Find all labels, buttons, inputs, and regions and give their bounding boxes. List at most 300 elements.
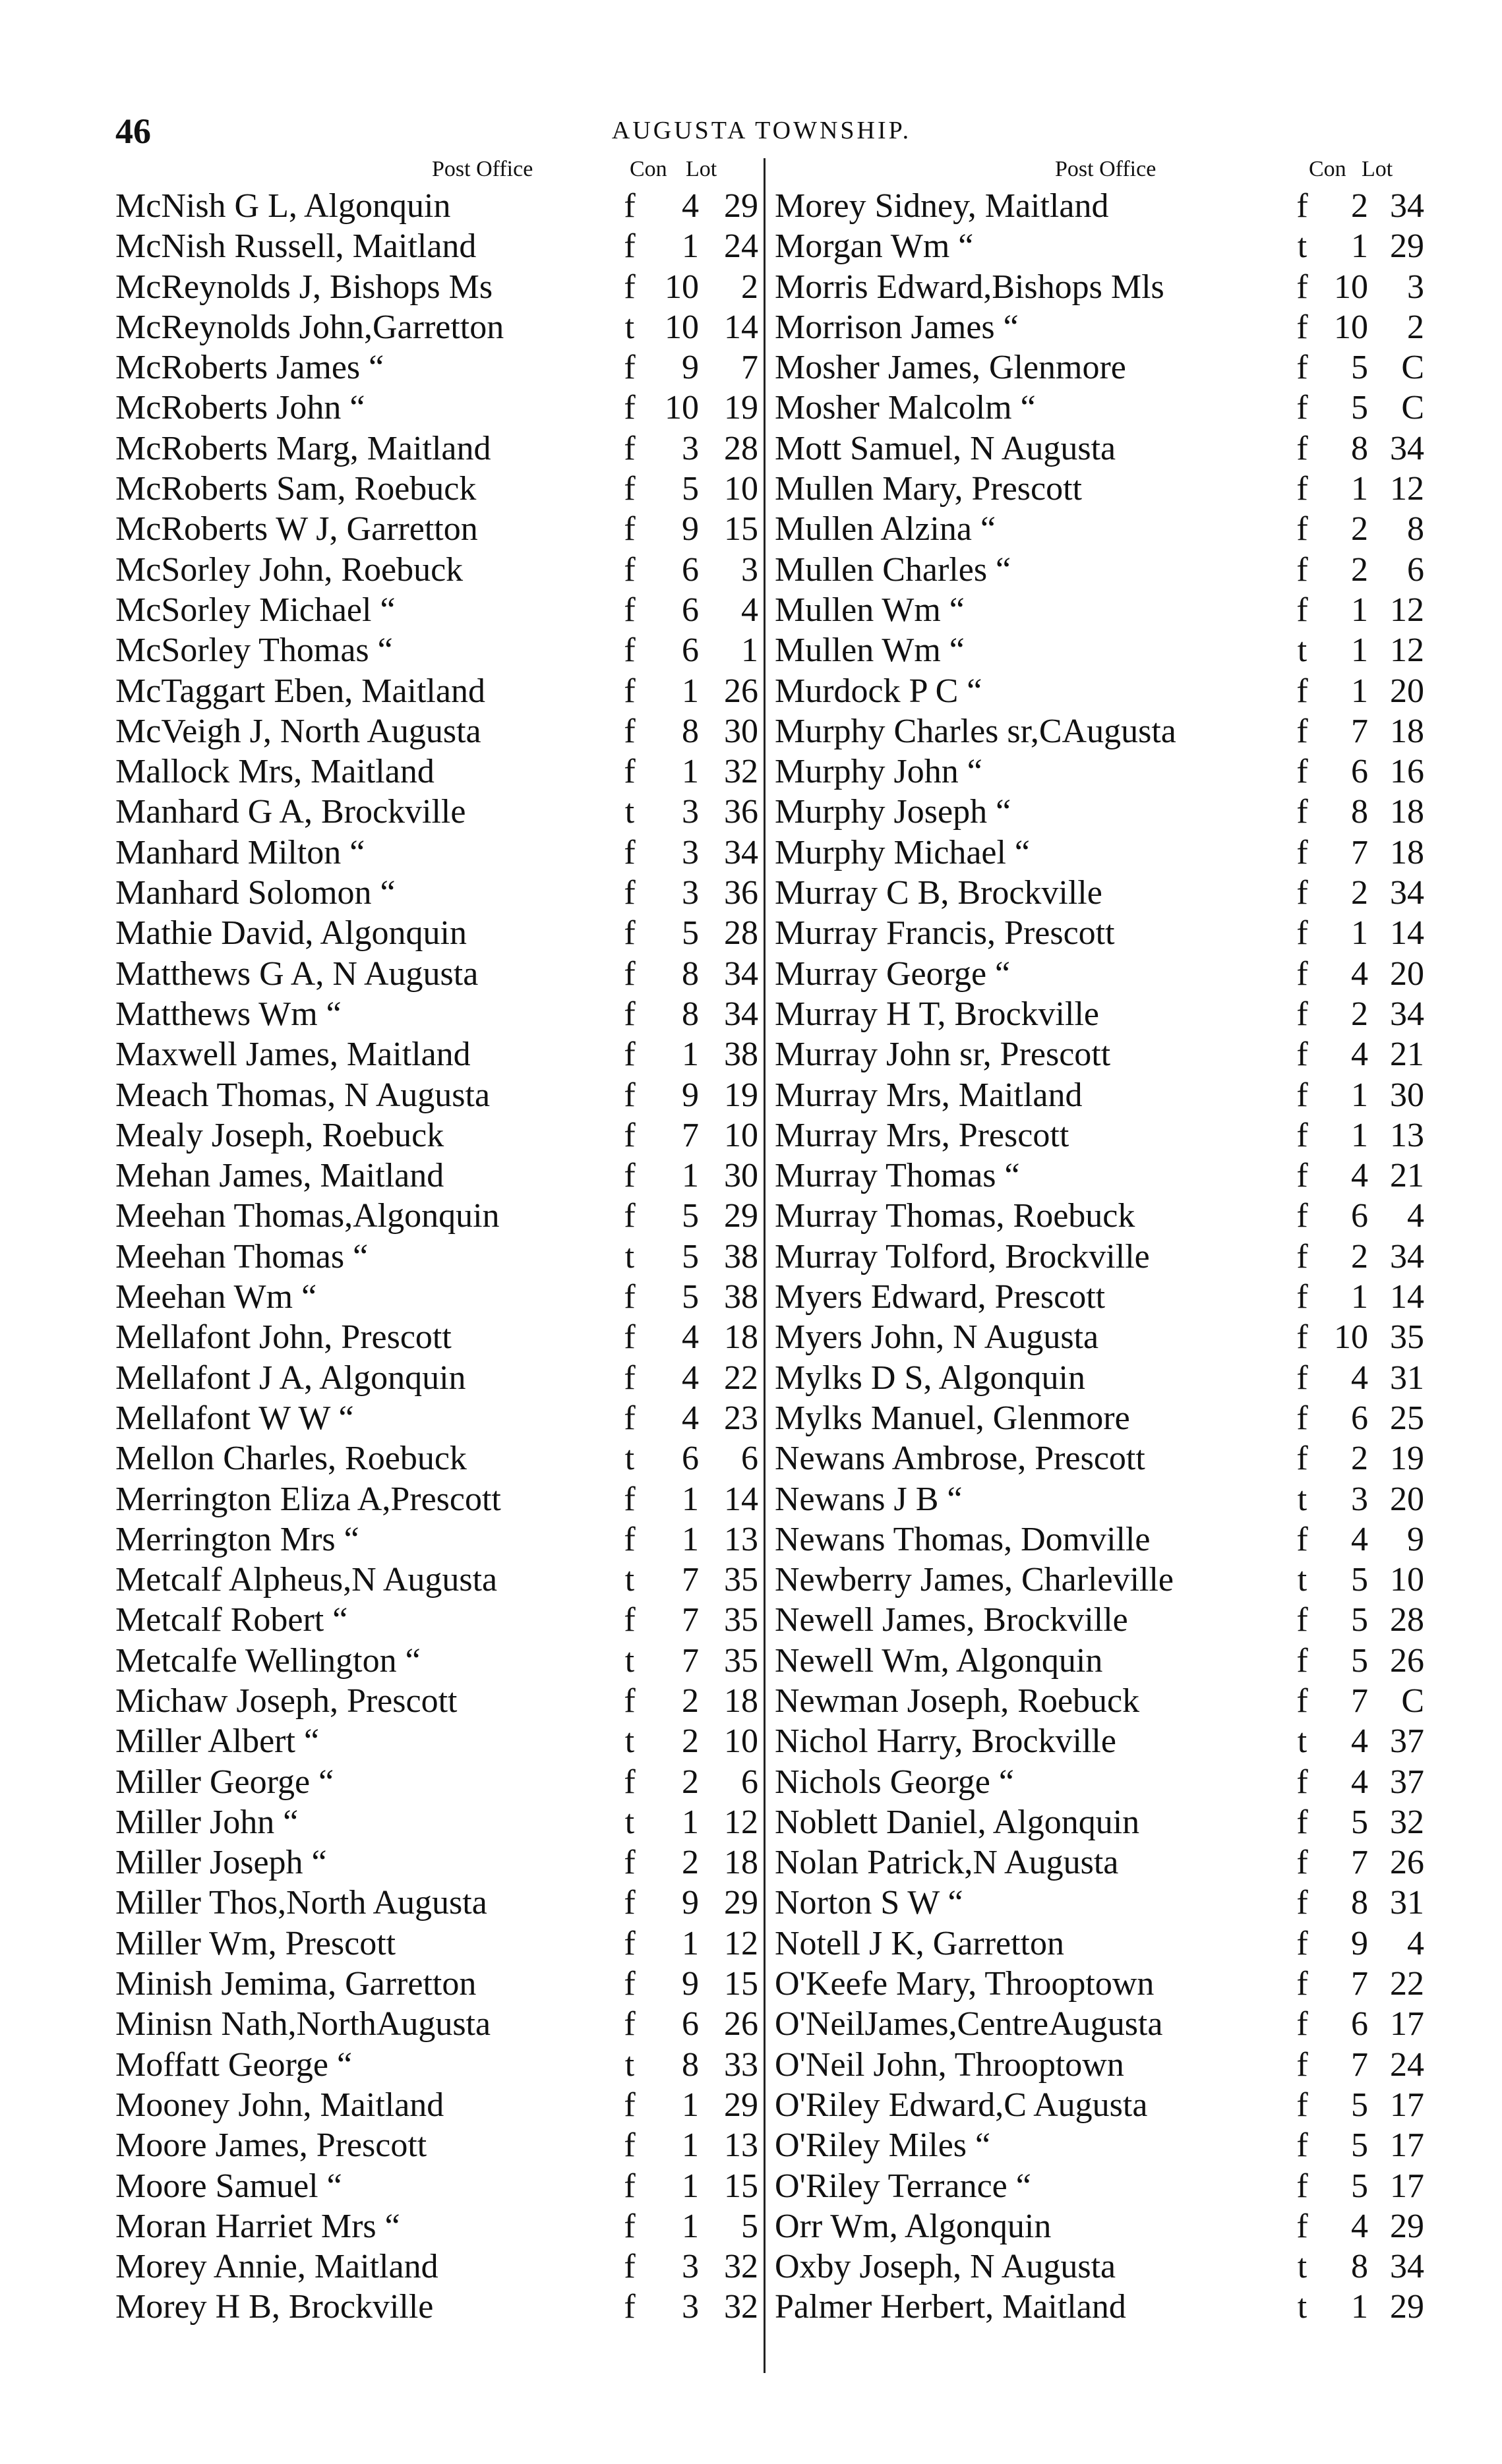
lot-number: 10 (724, 470, 758, 508)
entry-name: Newell Wm, Algonquin (775, 1641, 1103, 1680)
lot-number: 34 (1390, 187, 1424, 225)
tenure-type: f (1296, 268, 1308, 306)
lot-number: 17 (1390, 2005, 1424, 2043)
tenure-type: f (624, 995, 636, 1033)
post-office-heading: Post Office (1055, 157, 1157, 181)
entry-name: Morey Sidney, Maitland (775, 187, 1109, 225)
directory-entry (109, 267, 768, 307)
directory-entry (109, 590, 768, 630)
tenure-type: f (624, 1520, 636, 1558)
entry-name: Merrington Eliza A,Prescott (115, 1480, 501, 1518)
concession-number: 4 (682, 1318, 699, 1357)
concession-number: 4 (1351, 1520, 1368, 1558)
lot-number: 32 (724, 2248, 758, 2286)
concession-number: 2 (1351, 510, 1368, 548)
entry-name: Murray C B, Brockville (775, 874, 1102, 912)
directory-entry (109, 711, 768, 751)
concession-number: 9 (682, 1965, 699, 2003)
entry-name: Mosher Malcolm “ (775, 389, 1036, 427)
lot-number: 34 (1390, 1237, 1424, 1276)
entry-name: Minisn Nath,NorthAugusta (115, 2005, 491, 2043)
lot-number: 14 (1390, 1278, 1424, 1316)
concession-number: 2 (1351, 1237, 1368, 1276)
directory-entry (768, 1681, 1427, 1721)
directory-entry (768, 1519, 1427, 1560)
concession-number: 1 (682, 672, 699, 710)
lot-number: 32 (724, 2288, 758, 2326)
directory-entry (768, 550, 1427, 590)
concession-number: 4 (1351, 1157, 1368, 1195)
entry-name: Murray John sr, Prescott (775, 1036, 1111, 1074)
directory-entry (109, 1519, 768, 1560)
entry-name: Murphy Joseph “ (775, 793, 1011, 831)
entry-name: McReynolds John,Garretton (115, 308, 504, 346)
right-column (768, 157, 1427, 2328)
lot-number: 15 (724, 1965, 758, 2003)
entry-name: Morris Edward,Bishops Mls (775, 268, 1164, 306)
directory-entry (768, 1317, 1427, 1357)
tenure-type: f (1296, 1359, 1308, 1397)
tenure-type: f (1296, 1965, 1308, 2003)
directory-entry (768, 1358, 1427, 1398)
directory-entry (109, 2085, 768, 2125)
entry-name: Merrington Mrs “ (115, 1520, 359, 1558)
lot-number: 34 (1390, 429, 1424, 467)
concession-number: 10 (1334, 1318, 1368, 1357)
tenure-type: f (1296, 2127, 1308, 2165)
concession-number: 9 (1351, 1924, 1368, 1962)
concession-number: 5 (1351, 2167, 1368, 2205)
entry-name: Manhard Solomon “ (115, 874, 396, 912)
lot-heading: Lot (1362, 157, 1393, 181)
page-header (115, 111, 1408, 157)
concession-number: 2 (682, 1722, 699, 1761)
tenure-type: t (1297, 631, 1307, 670)
directory-entry (768, 1196, 1427, 1236)
lot-number: 26 (724, 672, 758, 710)
tenure-type: t (624, 2045, 635, 2084)
directory-entry (109, 1600, 768, 1640)
directory-entry (109, 833, 768, 873)
entry-name: O'NeilJames,CentreAugusta (775, 2005, 1163, 2043)
tenure-type: f (1296, 1036, 1308, 1074)
directory-entry (109, 2206, 768, 2246)
concession-number: 4 (1351, 1763, 1368, 1801)
concession-number: 2 (1351, 550, 1368, 589)
tenure-type: t (624, 1641, 635, 1680)
entry-name: Moran Harriet Mrs “ (115, 2207, 400, 2245)
directory-entry (768, 226, 1427, 266)
concession-number: 10 (665, 308, 699, 346)
entry-name: Nichols George “ (775, 1763, 1014, 1801)
concession-number: 6 (1351, 753, 1368, 791)
entry-name: Mylks Manuel, Glenmore (775, 1399, 1130, 1437)
tenure-type: f (624, 1763, 636, 1801)
directory-entry (768, 590, 1427, 630)
concession-number: 4 (682, 187, 699, 225)
tenure-type: t (1297, 1480, 1307, 1518)
tenure-type: f (1296, 510, 1308, 548)
directory-entry (109, 226, 768, 266)
directory-entry (109, 550, 768, 590)
tenure-type: f (1296, 1278, 1308, 1316)
entry-name: Murray Tolford, Brockville (775, 1237, 1150, 1276)
tenure-type: f (624, 2005, 636, 2043)
lot-number: 6 (1407, 550, 1424, 589)
directory-entry (109, 1560, 768, 1600)
tenure-type: f (1296, 349, 1308, 387)
lot-number: 29 (724, 2086, 758, 2124)
entry-name: McRoberts Marg, Maitland (115, 429, 491, 467)
entry-name: Morey Annie, Maitland (115, 2248, 438, 2286)
tenure-type: f (624, 1036, 636, 1074)
concession-number: 1 (682, 2207, 699, 2245)
tenure-type: f (1296, 1197, 1308, 1235)
lot-number: 19 (724, 1076, 758, 1114)
concession-number: 6 (1351, 1197, 1368, 1235)
concession-number: 4 (1351, 954, 1368, 993)
entry-name: Murdock P C “ (775, 672, 982, 710)
directory-entry (109, 1115, 768, 1156)
lot-number: 3 (1407, 268, 1424, 306)
page-number: 46 (115, 111, 151, 151)
lot-number: 12 (724, 1924, 758, 1962)
lot-number: 15 (724, 510, 758, 548)
column-header (109, 157, 768, 186)
concession-number: 7 (682, 1641, 699, 1680)
lot-number: 4 (1407, 1197, 1424, 1235)
tenure-type: f (1296, 793, 1308, 831)
entry-name: Miller George “ (115, 1763, 334, 1801)
tenure-type: f (1296, 1076, 1308, 1114)
tenure-type: t (624, 308, 635, 346)
tenure-type: f (624, 187, 636, 225)
concession-number: 5 (682, 1197, 699, 1235)
entry-name: Newell James, Brockville (775, 1601, 1128, 1639)
lot-number: 31 (1390, 1359, 1424, 1397)
entry-name: Michaw Joseph, Prescott (115, 1682, 458, 1720)
tenure-type: t (624, 1561, 635, 1599)
lot-number: 35 (724, 1561, 758, 1599)
tenure-type: f (624, 1157, 636, 1195)
directory-entry (768, 2166, 1427, 2206)
concession-number: 2 (682, 1844, 699, 1882)
post-office-heading: Post Office (432, 157, 533, 181)
concession-number: 3 (682, 2288, 699, 2326)
directory-entry (109, 913, 768, 953)
con-heading: Con (630, 157, 667, 181)
lot-number: 12 (724, 1803, 758, 1841)
tenure-type: f (624, 268, 636, 306)
tenure-type: f (1296, 672, 1308, 710)
concession-number: 2 (1351, 187, 1368, 225)
concession-number: 3 (682, 2248, 699, 2286)
lot-number: 2 (741, 268, 758, 306)
tenure-type: f (624, 2127, 636, 2165)
directory-entry (768, 994, 1427, 1034)
concession-number: 8 (682, 712, 699, 750)
entry-name: Miller Joseph “ (115, 1844, 327, 1882)
directory-entry (768, 873, 1427, 913)
lot-number: 33 (724, 2045, 758, 2084)
lot-number: 20 (1390, 672, 1424, 710)
directory-entry (109, 1317, 768, 1357)
concession-number: 5 (682, 1237, 699, 1276)
lot-number: 18 (724, 1682, 758, 1720)
directory-entry (109, 428, 768, 469)
tenure-type: f (624, 470, 636, 508)
lot-number: 26 (724, 2005, 758, 2043)
tenure-type: t (624, 1722, 635, 1761)
lot-number: 31 (1390, 1884, 1424, 1922)
lot-number: 14 (1390, 914, 1424, 953)
concession-number: 3 (682, 874, 699, 912)
entry-name: Moore James, Prescott (115, 2127, 427, 2165)
concession-number: 9 (682, 1076, 699, 1114)
directory-entry (768, 954, 1427, 994)
directory-entry (768, 1237, 1427, 1277)
tenure-type: f (1296, 1399, 1308, 1437)
directory-entry (109, 873, 768, 913)
entry-name: O'Neil John, Throoptown (775, 2045, 1124, 2084)
directory-entry (109, 1156, 768, 1196)
directory-entry (768, 1721, 1427, 1761)
entry-name: Nolan Patrick,N Augusta (775, 1844, 1119, 1882)
left-entries (109, 186, 768, 2328)
tenure-type: f (624, 1076, 636, 1114)
lot-number: 19 (1390, 1440, 1424, 1478)
concession-number: 2 (1351, 1440, 1368, 1478)
lot-number: 21 (1390, 1036, 1424, 1074)
concession-number: 1 (682, 1157, 699, 1195)
directory-entry (768, 428, 1427, 469)
directory-entry (109, 2125, 768, 2165)
lot-number: 32 (1390, 1803, 1424, 1841)
tenure-type: f (1296, 1844, 1308, 1882)
entry-name: Murray H T, Brockville (775, 995, 1099, 1033)
entry-name: Meehan Wm “ (115, 1278, 317, 1316)
tenure-type: f (1296, 429, 1308, 467)
tenure-type: f (624, 1480, 636, 1518)
concession-number: 5 (682, 1278, 699, 1316)
entry-name: Newberry James, Charleville (775, 1561, 1174, 1599)
directory-entry (109, 1681, 768, 1721)
directory-entry (109, 1883, 768, 1923)
entry-name: Miller John “ (115, 1803, 299, 1841)
concession-number: 2 (682, 1682, 699, 1720)
entry-name: McSorley Michael “ (115, 591, 396, 629)
concession-number: 1 (682, 2127, 699, 2165)
tenure-type: t (624, 1440, 635, 1478)
concession-number: 1 (682, 1924, 699, 1962)
lot-number: 26 (1390, 1844, 1424, 1882)
concession-number: 4 (682, 1399, 699, 1437)
tenure-type: f (1296, 833, 1308, 871)
directory-entry (768, 913, 1427, 953)
tenure-type: f (1296, 1116, 1308, 1154)
directory-entry (768, 1641, 1427, 1681)
tenure-type: f (1296, 753, 1308, 791)
lot-number: 22 (1390, 1965, 1424, 2003)
directory-entry (109, 1842, 768, 1883)
entry-name: McTaggart Eben, Maitland (115, 672, 485, 710)
lot-number: 24 (1390, 2045, 1424, 2084)
lot-number: 37 (1390, 1763, 1424, 1801)
entry-name: Murray Thomas “ (775, 1157, 1020, 1195)
tenure-type: f (1296, 914, 1308, 953)
concession-number: 7 (682, 1601, 699, 1639)
entry-name: Myers Edward, Prescott (775, 1278, 1106, 1316)
concession-number: 5 (1351, 1601, 1368, 1639)
tenure-type: f (1296, 995, 1308, 1033)
lot-number: 29 (724, 1884, 758, 1922)
concession-number: 1 (682, 753, 699, 791)
tenure-type: f (624, 631, 636, 670)
directory-entry (768, 2004, 1427, 2044)
entry-name: Mellafont W W “ (115, 1399, 354, 1437)
entry-name: O'Riley Edward,C Augusta (775, 2086, 1148, 2124)
concession-number: 5 (1351, 2127, 1368, 2165)
concession-number: 6 (682, 631, 699, 670)
concession-number: 5 (1351, 389, 1368, 427)
directory-entry (768, 833, 1427, 873)
entry-name: Meehan Thomas “ (115, 1237, 369, 1276)
directory-entry (768, 347, 1427, 388)
entry-name: Mellafont John, Prescott (115, 1318, 452, 1357)
concession-number: 1 (1351, 2288, 1368, 2326)
directory-entry (768, 1883, 1427, 1923)
lot-number: 35 (724, 1601, 758, 1639)
concession-number: 8 (682, 995, 699, 1033)
entry-name: Moffatt George “ (115, 2045, 353, 2084)
tenure-type: f (624, 833, 636, 871)
tenure-type: f (1296, 1763, 1308, 1801)
tenure-type: f (624, 550, 636, 589)
lot-number: 24 (724, 227, 758, 266)
concession-number: 4 (1351, 1036, 1368, 1074)
entry-name: Mullen Wm “ (775, 631, 965, 670)
entry-name: Metcalf Robert “ (115, 1601, 348, 1639)
tenure-type: t (1297, 2288, 1307, 2326)
directory-entry (109, 954, 768, 994)
entry-name: McVeigh J, North Augusta (115, 712, 481, 750)
lot-number: 6 (741, 1763, 758, 1801)
tenure-type: f (1296, 308, 1308, 346)
con-heading: Con (1309, 157, 1346, 181)
tenure-type: f (624, 712, 636, 750)
lot-number: 6 (741, 1440, 758, 1478)
concession-number: 5 (1351, 1641, 1368, 1680)
directory-entry (109, 1964, 768, 2004)
concession-number: 1 (682, 2086, 699, 2124)
tenure-type: f (1296, 1237, 1308, 1276)
directory-entry (109, 1358, 768, 1398)
entry-name: Morey H B, Brockville (115, 2288, 434, 2326)
entry-name: Murray Mrs, Prescott (775, 1116, 1069, 1154)
tenure-type: t (1297, 1722, 1307, 1761)
tenure-type: f (624, 2248, 636, 2286)
concession-number: 1 (1351, 470, 1368, 508)
directory-entry (768, 1075, 1427, 1115)
right-entries (768, 186, 1427, 2328)
entry-name: Myers John, N Augusta (775, 1318, 1099, 1357)
lot-number: 9 (1407, 1520, 1424, 1558)
directory-entry (109, 792, 768, 832)
lot-number: 34 (724, 995, 758, 1033)
tenure-type: f (624, 954, 636, 993)
directory-entry (109, 1923, 768, 1964)
tenure-type: f (624, 914, 636, 953)
concession-number: 8 (682, 954, 699, 993)
directory-entry (109, 2166, 768, 2206)
concession-number: 2 (1351, 874, 1368, 912)
entry-name: Mullen Charles “ (775, 550, 1011, 589)
directory-entry (109, 994, 768, 1034)
tenure-type: f (624, 1116, 636, 1154)
entry-name: McSorley Thomas “ (115, 631, 393, 670)
concession-number: 4 (682, 1359, 699, 1397)
directory-entry (768, 469, 1427, 509)
tenure-type: f (624, 1278, 636, 1316)
concession-number: 7 (682, 1561, 699, 1599)
lot-number: C (1401, 1682, 1424, 1720)
directory-entry (768, 1277, 1427, 1317)
entry-name: Newans Thomas, Domville (775, 1520, 1151, 1558)
tenure-type: f (1296, 1440, 1308, 1478)
entry-name: McSorley John, Roebuck (115, 550, 464, 589)
concession-number: 7 (1351, 1844, 1368, 1882)
directory-entry (109, 1438, 768, 1479)
concession-number: 7 (1351, 1682, 1368, 1720)
tenure-type: t (1297, 1561, 1307, 1599)
tenure-type: f (1296, 1601, 1308, 1639)
lot-number: 25 (1390, 1399, 1424, 1437)
directory-entry (768, 2287, 1427, 2327)
directory-entry (109, 2045, 768, 2085)
concession-number: 9 (682, 349, 699, 387)
lot-number: 16 (1390, 753, 1424, 791)
tenure-type: t (624, 1803, 635, 1841)
concession-number: 1 (1351, 227, 1368, 266)
lot-number: 1 (741, 631, 758, 670)
lot-number: 35 (1390, 1318, 1424, 1357)
entry-name: Matthews Wm “ (115, 995, 342, 1033)
directory-entry (109, 469, 768, 509)
concession-number: 5 (682, 914, 699, 953)
concession-number: 1 (682, 1036, 699, 1074)
directory-entry (109, 1398, 768, 1438)
tenure-type: t (1297, 227, 1307, 266)
tenure-type: f (1296, 954, 1308, 993)
tenure-type: f (624, 1197, 636, 1235)
directory-entry (768, 2206, 1427, 2246)
entry-name: O'Riley Miles “ (775, 2127, 991, 2165)
directory-entry (109, 388, 768, 428)
running-title: AUGUSTA TOWNSHIP. (611, 117, 912, 144)
entry-name: Mellafont J A, Algonquin (115, 1359, 466, 1397)
directory-entry (109, 671, 768, 711)
entry-name: Murray George “ (775, 954, 1011, 993)
directory-entry (768, 1479, 1427, 1519)
entry-name: Murphy Michael “ (775, 833, 1031, 871)
tenure-type: f (1296, 2045, 1308, 2084)
lot-number: 17 (1390, 2167, 1424, 2205)
entry-name: O'Riley Terrance “ (775, 2167, 1031, 2205)
tenure-type: t (624, 1237, 635, 1276)
lot-number: 18 (1390, 793, 1424, 831)
directory-entry (768, 1115, 1427, 1156)
directory-entry (768, 2085, 1427, 2125)
